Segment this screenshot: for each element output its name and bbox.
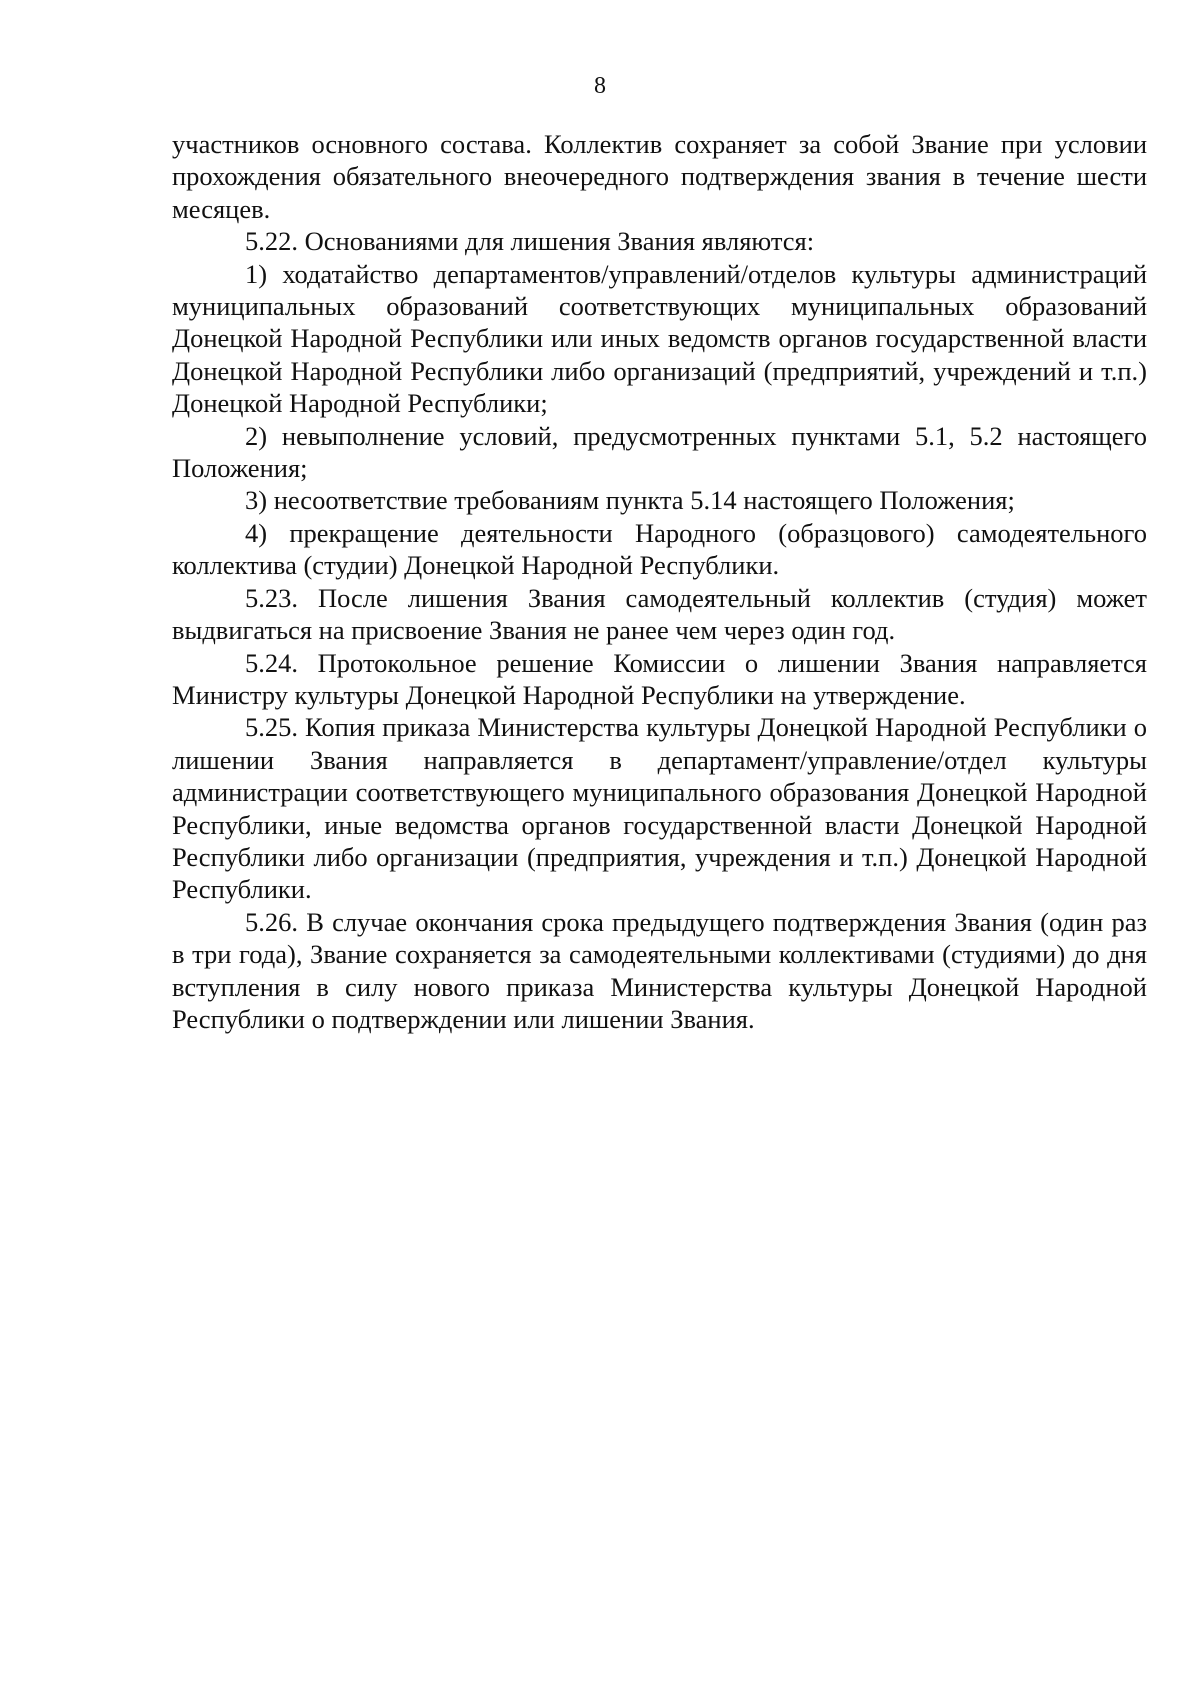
list-item-5-22-2: 2) невыполнение условий, предусмотренных пунктами 5.1, 5.2 настоящего Положения; (172, 420, 1147, 484)
list-item-5-22-4: 4) прекращение деятельности Народного (образцового) самодеятельного коллектива (студии) Донецкой Народной Республики. (172, 517, 1147, 581)
paragraph-5-23: 5.23. После лишения Звания самодеятельный коллектив (студия) может выдвигаться на присвоение Звания не ранее чем через один год. (172, 582, 1147, 646)
list-item-5-22-1: 1) ходатайство департаментов/управлений/отделов культуры администраций муниципальных образований соответствующих муниципальных образований Донецкой Народной Республики или иных ведомств органов государственной власти Донецкой Народной Республики либо организаций (предприятий, учреждений и т.п.) Донецкой Народной Республики; (172, 258, 1147, 419)
paragraph-5-25: 5.25. Копия приказа Министерства культуры Донецкой Народной Республики о лишении Звания направляется в департамент/управление/отдел культуры администрации соответствующего муниципального образования Донецкой Народной Республики, иные ведомства органов государственной власти Донецкой Народной Республики либо организации (предприятия, учреждения и т.п.) Донецкой Народной Республики. (172, 712, 1147, 905)
paragraph-continuation: участников основного состава. Коллектив сохраняет за собой Звание при условии прохождения обязательного внеочередного подтверждения звания в течение шести месяцев. (172, 129, 1147, 224)
document-body (172, 128, 1147, 1035)
page-number: 8 (594, 73, 606, 99)
list-item-5-22-3: 3) несоответствие требованиям пункта 5.14 настоящего Положения; (245, 485, 1015, 516)
paragraph-5-26: 5.26. В случае окончания срока предыдущего подтверждения Звания (один раз в три года), Звание сохраняется за самодеятельными коллективами (студиями) до дня вступления в силу нового приказа Министерства культуры Донецкой Народной Республики о подтверждении или лишении Звания. (172, 906, 1147, 1034)
paragraph-5-22: 5.22. Основаниями для лишения Звания являются: (245, 226, 815, 257)
paragraph-5-24: 5.24. Протокольное решение Комиссии о лишении Звания направляется Министру культуры Донецкой Народной Республики на утверждение. (172, 647, 1147, 710)
